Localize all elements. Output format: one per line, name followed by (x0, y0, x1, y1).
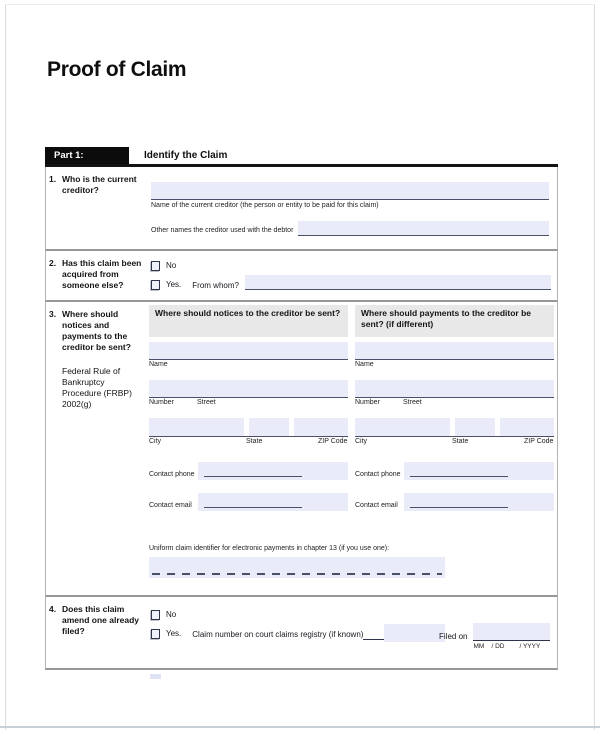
amend-yes-checkbox[interactable] (151, 629, 160, 639)
question-2-row (45, 251, 558, 302)
question-3-text (62, 309, 145, 595)
payments-phone-underline (410, 476, 508, 477)
payments-column-header: Where should payments to the creditor be sent? (if different) (355, 305, 554, 337)
filed-on-label: Filed on (439, 632, 468, 641)
notices-number-label: Number (149, 399, 174, 406)
filed-on-date-box (473, 623, 550, 650)
notices-street-label: Street (197, 399, 216, 406)
date-format-yyyy: / YYYY (519, 643, 541, 650)
payments-number-label: Number (355, 399, 380, 406)
notices-street-input[interactable] (149, 380, 348, 398)
question-3-main-text: Where should notices and payments to the creditor be sent? (62, 309, 131, 353)
amend-no-label: No (166, 610, 177, 620)
filed-on-group (439, 623, 550, 650)
payments-email-input[interactable] (404, 493, 554, 511)
address-columns (149, 305, 554, 511)
acquired-no-label: No (166, 261, 177, 271)
creditor-name-input[interactable] (151, 182, 549, 200)
question-1-row (45, 167, 558, 251)
payments-city-state-zip (355, 418, 554, 437)
question-1-text: Who is the current creditor? (62, 174, 137, 196)
payments-state-input[interactable] (455, 418, 495, 436)
page-edge-top (5, 4, 595, 5)
payments-street-group (355, 380, 554, 406)
notices-state-input[interactable] (249, 418, 289, 436)
claim-number-label: Claim number on court claims registry (if known) (192, 629, 364, 639)
other-names-input[interactable] (298, 221, 549, 236)
claim-number-input[interactable] (384, 624, 445, 642)
notices-email-input[interactable] (198, 493, 348, 511)
acquired-yes-checkbox[interactable] (151, 280, 160, 290)
notices-zip-input[interactable] (294, 418, 348, 436)
page-edge-left (5, 4, 6, 730)
part1-title: Identify the Claim (144, 150, 228, 161)
other-names-line (151, 221, 549, 236)
page-edge-right (594, 4, 595, 730)
proof-of-claim-form (45, 147, 558, 670)
notices-state-label: State (246, 438, 263, 445)
question-3-rule-text: Federal Rule of Bankruptcy Procedure (FRBP) 2002(g) (62, 366, 132, 410)
payments-street-label: Street (403, 399, 422, 406)
from-whom-input[interactable] (245, 275, 551, 290)
payments-email-line (355, 493, 554, 511)
question-2-text: Has this claim been acquired from someone else? (62, 258, 142, 291)
notices-phone-underline (204, 476, 302, 477)
date-format-hint (473, 643, 550, 650)
page-edge-bottom (0, 726, 600, 728)
question-2-number: 2. (49, 258, 57, 268)
payments-name-group (355, 342, 554, 368)
question-3-fields (149, 302, 557, 595)
uniform-claim-identifier-group (149, 545, 445, 578)
date-format-dd: / DD (491, 643, 505, 650)
acquired-no-line (151, 261, 551, 271)
notices-city-group (149, 418, 348, 445)
question-2-label (46, 251, 149, 300)
payments-zip-input[interactable] (500, 418, 554, 436)
payments-city-input[interactable] (355, 418, 450, 436)
acquired-no-checkbox[interactable] (151, 261, 160, 271)
payments-zip-label: ZIP Code (524, 438, 554, 445)
uniform-claim-identifier-input[interactable] (149, 557, 445, 578)
payments-city-group (355, 418, 554, 445)
notices-phone-line (149, 462, 348, 480)
payments-city-label: City (355, 438, 368, 445)
question-3-label (46, 302, 149, 595)
notices-name-input[interactable] (149, 342, 348, 360)
notices-name-label: Name (149, 361, 168, 368)
question-3-row (45, 302, 558, 597)
next-question-partial-checkbox[interactable] (150, 674, 161, 679)
payments-phone-line (355, 462, 554, 480)
other-names-caption: Other names the creditor used with the debtor (151, 227, 294, 234)
notices-street-group (149, 380, 348, 406)
acquired-yes-line (151, 275, 551, 290)
page-title: Proof of Claim (47, 58, 187, 81)
payments-street-input[interactable] (355, 380, 554, 398)
notices-column-header: Where should notices to the creditor be sent? (149, 305, 348, 337)
notices-email-line (149, 493, 348, 511)
payments-column (355, 305, 554, 511)
payments-email-underline (410, 507, 508, 508)
payments-state-label: State (452, 438, 469, 445)
payments-phone-label: Contact phone (355, 471, 401, 478)
payments-name-label: Name (355, 361, 374, 368)
notices-phone-label: Contact phone (149, 471, 195, 478)
part1-number-badge: Part 1: (45, 147, 129, 164)
from-whom-label: From whom? (192, 281, 239, 290)
question-4-label (46, 597, 149, 668)
question-4-fields (149, 597, 557, 668)
notices-email-underline (204, 507, 302, 508)
filed-on-date-input[interactable] (473, 623, 550, 641)
question-4-row (45, 597, 558, 670)
question-4-number: 4. (49, 604, 57, 614)
payments-email-label: Contact email (355, 502, 398, 509)
notices-name-group (149, 342, 348, 368)
question-3-number: 3. (49, 309, 57, 319)
question-2-fields (149, 251, 557, 300)
question-4-text: Does this claim amend one already filed? (62, 604, 140, 637)
notices-column (149, 305, 348, 511)
acquired-yes-label: Yes. (166, 280, 182, 290)
notices-city-label: City (149, 438, 162, 445)
uniform-claim-identifier-dashes (152, 573, 442, 575)
payments-phone-input[interactable] (404, 462, 554, 480)
notices-zip-label: ZIP Code (318, 438, 348, 445)
amend-no-checkbox[interactable] (151, 610, 160, 620)
date-format-mm: MM (473, 643, 485, 650)
notices-phone-input[interactable] (198, 462, 348, 480)
uniform-claim-identifier-label: Uniform claim identifier for electronic payments in chapter 13 (if you use one): (149, 545, 390, 552)
payments-name-input[interactable] (355, 342, 554, 360)
amend-no-line (151, 610, 551, 620)
question-1-fields (149, 167, 557, 249)
question-1-label (46, 167, 149, 249)
notices-email-label: Contact email (149, 502, 192, 509)
notices-city-state-zip (149, 418, 348, 437)
creditor-name-caption: Name of the current creditor (the person or entity to be paid for this claim) (151, 202, 379, 209)
notices-city-input[interactable] (149, 418, 244, 436)
amend-yes-label: Yes. (166, 628, 182, 638)
part1-header (45, 147, 558, 167)
claim-number-underline (363, 628, 384, 640)
question-1-number: 1. (49, 174, 57, 184)
